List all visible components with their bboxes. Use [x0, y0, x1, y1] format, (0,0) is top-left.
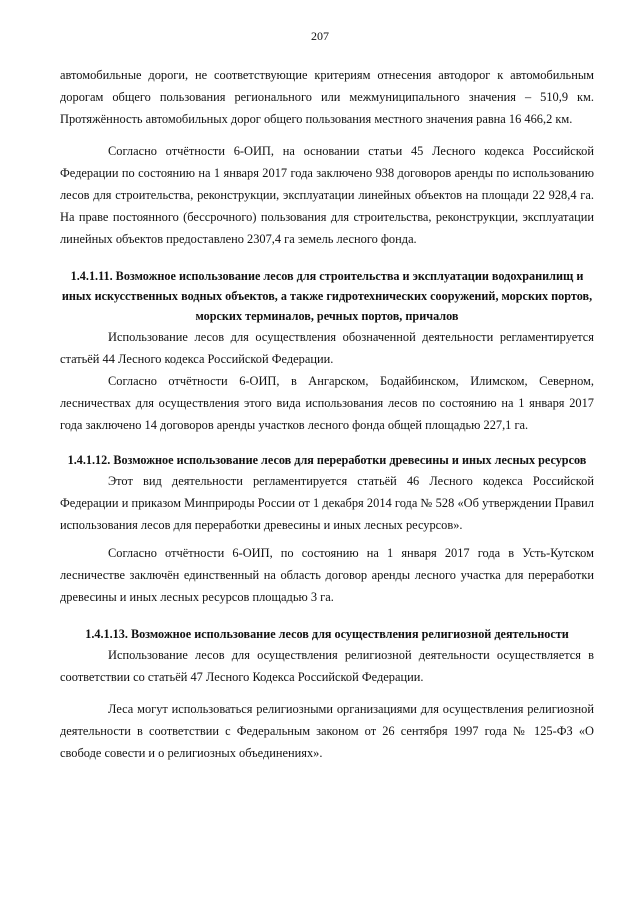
document-body [60, 64, 594, 764]
paragraph-1-4-1-13-religious-orgs: Леса могут использоваться религиозными организациями для осуществления религиозной деятельности в соответствии с Федеральным законом от 26 сентября 1997 года № 125-ФЗ «О свободе совести и о религиозных объединениях». [60, 702, 594, 760]
paragraph-road-lengths: автомобильные дороги, не соответствующие критериям отнесения автодорог к автомобильным дорогам общего пользования регионального или межмуниципального значения – 510,9 км. Протяжённость автомобильных дорог общего пользования местного значения равна 16 466,2 км. [60, 68, 594, 126]
paragraph-linear-objects-leases: Согласно отчётности 6-ОИП, на основании статьи 45 Лесного кодекса Российской Федерации по состоянию на 1 января 2017 года заключено 938 договоров аренды по использованию лесов для строительства, реконструкции, эксплуатации линейных объектов на площади 22 928,4 га. На праве постоянного (бессрочного) пользования для строительства, реконструкции, эксплуатации линейных объектов предоставлено 2307,4 га земель лесного фонда. [60, 144, 594, 246]
paragraph-1-4-1-11-contracts: Согласно отчётности 6-ОИП, в Ангарском, Бодайбинском, Илимском, Северном, лесничествах для осуществления этого вида использования лесов по состоянию на 1 января 2017 года заключено 14 договоров аренды участков лесного фонда общей площадью 227,1 га. [60, 374, 594, 432]
page-number: 207 [311, 29, 329, 43]
section-heading-1-4-1-12: 1.4.1.12. Возможное использование лесов для переработки древесины и иных лесных ресурсов [67, 453, 587, 467]
paragraph-1-4-1-13-regulation: Использование лесов для осуществления религиозной деятельности осуществляется в соответствии со статьёй 47 Лесного Кодекса Российской Федерации. [60, 648, 594, 684]
section-heading-1-4-1-13: 1.4.1.13. Возможное использование лесов для осуществления религиозной деятельности [85, 627, 569, 641]
paragraph-1-4-1-11-regulation: Использование лесов для осуществления обозначенной деятельности регламентируется статьёй 44 Лесного кодекса Российской Федерации. [60, 330, 594, 366]
paragraph-1-4-1-12-regulation: Этот вид деятельности регламентируется статьёй 46 Лесного кодекса Российской Федерации и приказом Минприроды России от 1 декабря 2014 года № 528 «Об утверждении Правил использования лесов для переработки древесины и иных лесных ресурсов». [60, 474, 594, 532]
section-heading-1-4-1-11: 1.4.1.11. Возможное использование лесов для строительства и эксплуатации водохранилищ и иных искусственных водных объектов, а также гидротехнических сооружений, морских портов, морских терминалов, речных портов, причалов [61, 269, 593, 323]
paragraph-1-4-1-12-contracts: Согласно отчётности 6-ОИП, по состоянию на 1 января 2017 года в Усть-Кутском лесничестве заключён единственный на область договор аренды лесного участка для переработки древесины и иных лесных ресурсов площадью 3 га. [60, 546, 594, 604]
